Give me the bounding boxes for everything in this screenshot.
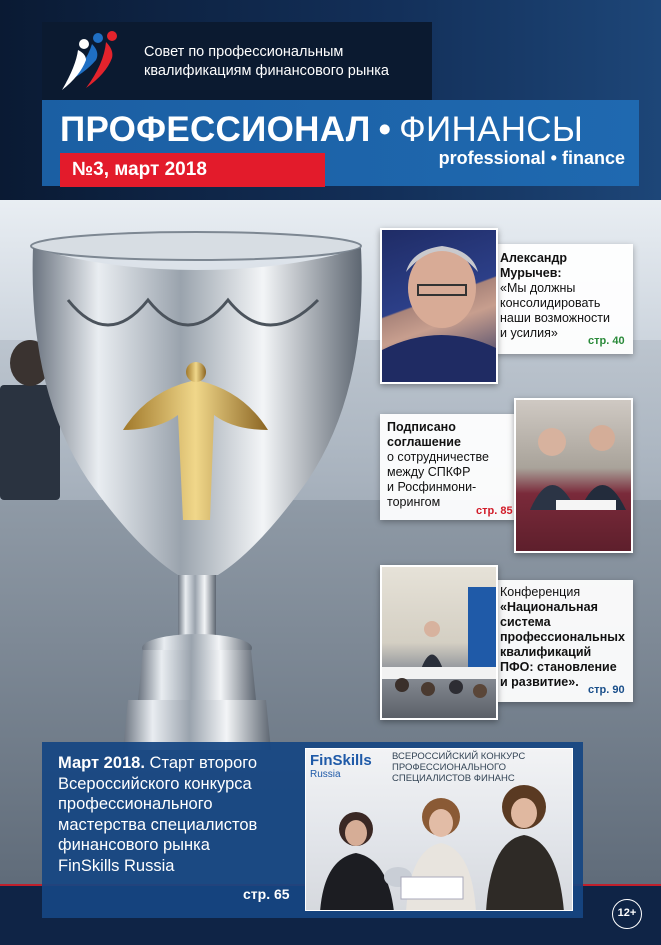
story1-line-4: и усилия» [500, 326, 558, 340]
conference-photo-icon [382, 567, 498, 720]
feature-line-5: финансового рынка [58, 836, 210, 854]
feature-line-2: Всероссийского конкурса [58, 774, 252, 793]
feature-lead-text: Старт второго [144, 754, 258, 772]
org-name-line1: Совет по профессиональным [144, 44, 344, 60]
banner-line-2: ПРОФЕССИОНАЛЬНОГО [392, 762, 506, 773]
story-text-murychev [500, 251, 630, 341]
story3-title-1: «Национальная [500, 600, 598, 614]
banner-line-3: СПЕЦИАЛИСТОВ ФИНАНС [392, 773, 515, 784]
feature-line-6: FinSkills Russia [58, 856, 175, 875]
banner-line-1: ВСЕРОССИЙСКИЙ КОНКУРС [392, 751, 526, 762]
finskills-logo-line1: FinSkills [310, 752, 372, 769]
feature-line-3: профессионального [58, 795, 213, 813]
story2-line-1: о сотрудничестве [387, 450, 489, 464]
story1-line-2: консолидировать [500, 296, 601, 310]
story3-title-2: система [500, 615, 551, 629]
people-photo-icon [306, 749, 573, 911]
magazine-title [60, 110, 583, 150]
story2-line-3: и Росфинмони- [387, 480, 477, 494]
feature-page-ref[interactable]: стр. 65 [243, 886, 290, 902]
story-text-agreement [387, 420, 517, 510]
signing-photo-icon [516, 400, 633, 553]
story-photo-murychev[interactable] [380, 228, 498, 384]
story3-line-0: Конференция [500, 585, 581, 599]
story-photo-agreement[interactable] [514, 398, 633, 553]
story1-title-2: Мурычев: [500, 266, 562, 280]
feature-lead-bold: Март 2018. [58, 754, 145, 772]
feature-line-4: мастерства специалистов [58, 815, 258, 834]
story1-line-1: «Мы должны [500, 281, 576, 295]
issue-badge: №3, март 2018 [60, 153, 325, 187]
story3-page-ref[interactable]: стр. 90 [588, 684, 625, 696]
magazine-subtitle: professional • finance [438, 148, 625, 168]
story2-line-4: торингом [387, 495, 441, 509]
portrait-icon [382, 230, 498, 384]
story1-title-1: Александр [500, 251, 568, 265]
title-bold-part: ПРОФЕССИОНАЛ [60, 110, 371, 149]
story3-title-6: и развитие». [500, 675, 579, 689]
story3-title-3: профессиональных [500, 630, 625, 644]
feature-text [58, 753, 303, 876]
story2-title-1: Подписано [387, 420, 456, 434]
title-light-part: ФИНАНСЫ [399, 110, 584, 149]
org-name-line2: квалификациям финансового рынка [144, 63, 389, 79]
story1-line-3: наши возможности [500, 311, 610, 325]
story1-page-ref[interactable]: стр. 40 [588, 335, 625, 347]
title-separator: • [378, 110, 392, 149]
feature-photo[interactable] [305, 748, 573, 911]
finskills-logo-line2: Russia [310, 769, 341, 780]
org-name [144, 43, 434, 81]
story3-title-5: ПФО: становление [500, 660, 617, 674]
story-photo-conference[interactable] [380, 565, 498, 720]
story2-title-2: соглашение [387, 435, 461, 449]
trophy-cup-image [28, 230, 368, 750]
story2-page-ref[interactable]: стр. 85 [476, 505, 513, 517]
story-text-conference [500, 585, 632, 690]
council-logo-icon[interactable] [56, 30, 136, 94]
age-rating-badge: 12+ [612, 899, 642, 929]
story2-line-2: между СПКФР [387, 465, 471, 479]
story3-title-4: квалификаций [500, 645, 592, 659]
